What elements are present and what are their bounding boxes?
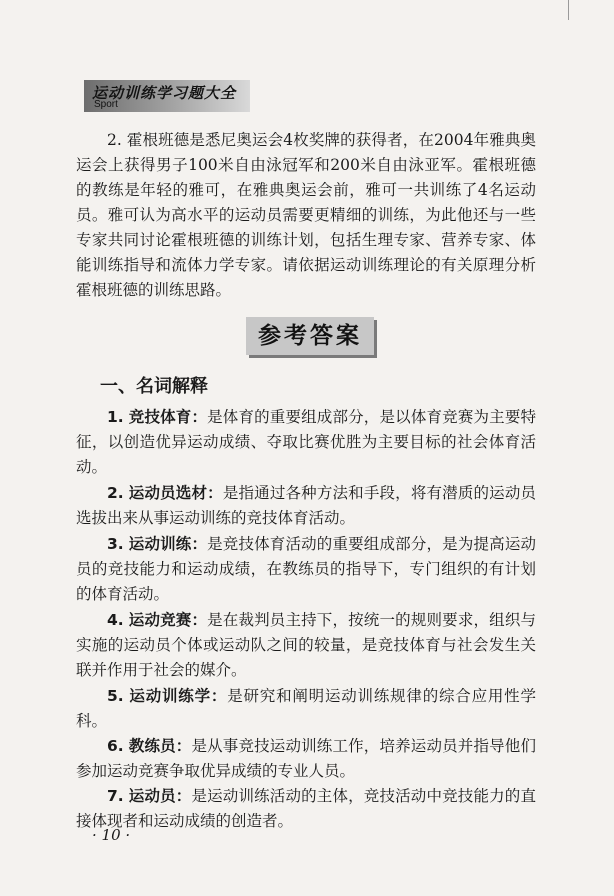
definition-text: 是竞技体育活动的重要组成部分，是为提高运动员的竞技能力和运动成绩，在教练员的指导下，专门组织的有计划的体育活动。	[76, 535, 536, 603]
definition-text: 是运动训练活动的主体，竞技活动中竞技能力的直接体现者和运动成绩的创造者。	[76, 787, 536, 830]
definition-text: 是体育的重要组成部分，是以体育竞赛为主要特征，以创造优异运动成绩、夺取比赛优胜为主要目标的社会体育活动。	[76, 408, 536, 476]
definition-number: 2.	[107, 484, 124, 502]
definition-item	[76, 481, 536, 531]
definition-text: 是研究和阐明运动训练规律的综合应用性学科。	[76, 687, 536, 730]
header-title: 运动训练学习题大全	[92, 84, 237, 102]
definition-term: 运动竞赛：	[128, 611, 208, 629]
definition-term: 运动员：	[128, 787, 192, 805]
definition-item	[76, 784, 536, 834]
definition-item	[76, 532, 536, 607]
definition-term: 教练员：	[128, 737, 192, 755]
definition-term: 运动训练：	[128, 535, 208, 553]
definition-term: 竞技体育：	[128, 408, 208, 426]
definition-item	[76, 734, 536, 784]
definition-number: 5.	[107, 687, 124, 705]
definition-text: 是从事竞技运动训练工作，培养运动员并指导他们参加运动竞赛争取优异成绩的专业人员。	[76, 737, 536, 780]
running-header	[84, 74, 254, 114]
definition-term: 运动训练学：	[129, 687, 228, 705]
definition-item	[76, 405, 536, 480]
definition-number: 6.	[107, 737, 124, 755]
definition-number: 1.	[107, 408, 124, 426]
answer-title-box	[246, 317, 374, 355]
definition-item	[76, 684, 536, 734]
definition-number: 3.	[107, 535, 124, 553]
definition-text: 是指通过各种方法和手段，将有潜质的运动员选拔出来从事运动训练的竞技体育活动。	[76, 484, 536, 527]
definition-text: 是在裁判员主持下，按统一的规则要求，组织与实施的运动员个体或运动队之间的较量，是竞技体育与社会发生关联并作用于社会的媒介。	[76, 611, 536, 679]
header-subtitle: Sport	[94, 99, 118, 110]
question-paragraph: 2. 霍根班德是悉尼奥运会4枚奖牌的获得者，在2004年雅典奥运会上获得男子100米自由泳冠军和200米自由泳亚军。霍根班德的教练是年轻的雅可，在雅典奥运会前，雅可一共训练了4名运动员。雅可认为高水平的运动员需要更精细的训练，为此他还与一些专家共同讨论霍根班德的训练计划，包括生理专家、营养专家、体能训练指导和流体力学专家。请依据运动训练理论的有关原理分析霍根班德的训练思路。	[76, 131, 536, 299]
crop-mark	[568, 0, 569, 20]
section-heading: 一、名词解释	[100, 376, 208, 397]
answer-title: 参考答案	[258, 322, 362, 349]
definition-number: 4.	[107, 611, 124, 629]
page-number: · 10 ·	[92, 826, 131, 844]
definition-number: 7.	[107, 787, 124, 805]
definition-term: 运动员选材：	[128, 484, 223, 502]
definition-item	[76, 608, 536, 683]
